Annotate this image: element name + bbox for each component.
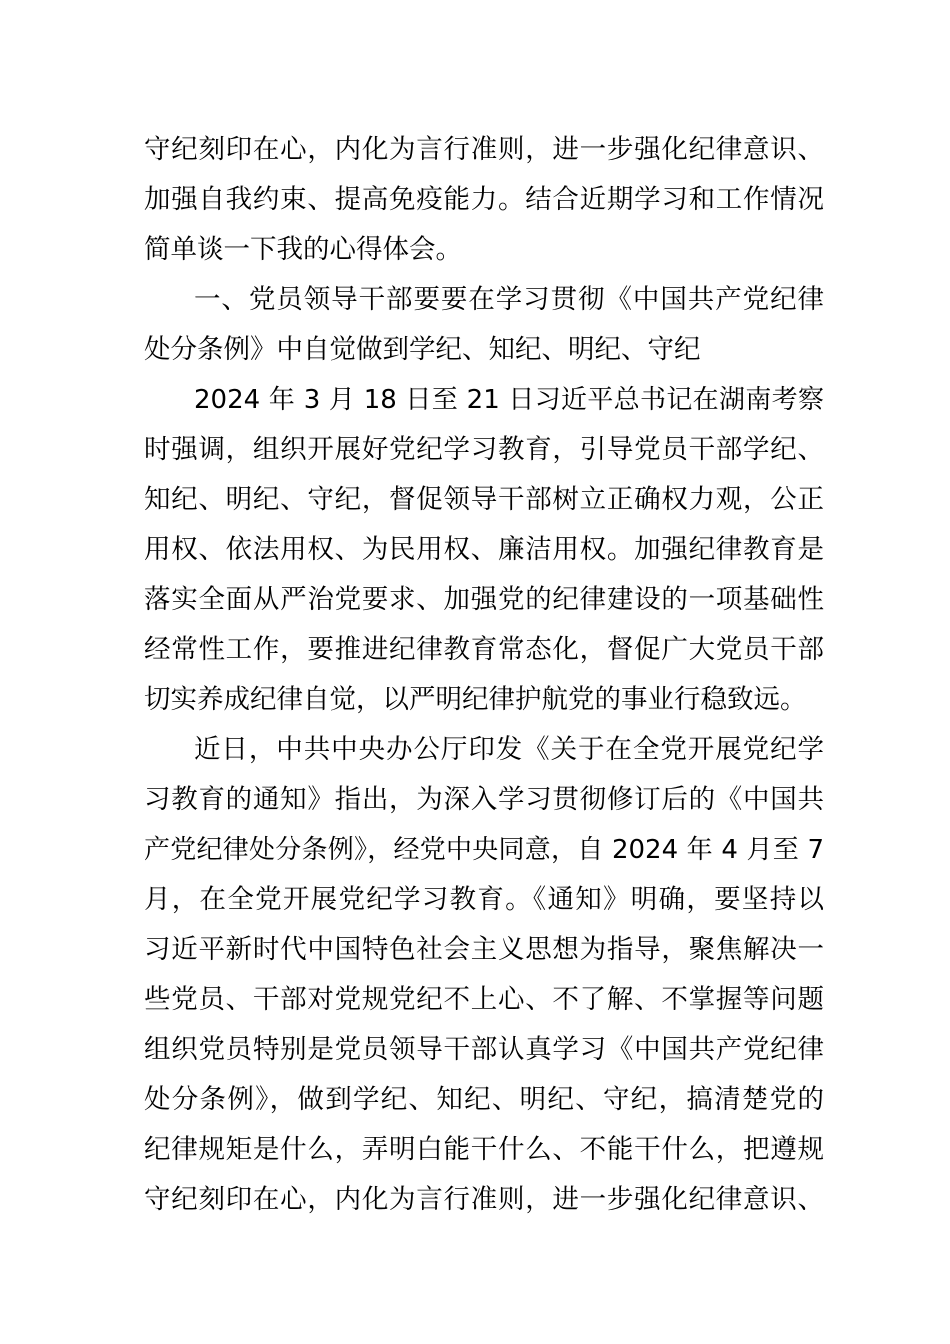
text-line: 用权、依法用权、为民用权、廉洁用权。加强纪律教育是 [144, 534, 824, 565]
text-line: 简单谈一下我的心得体会。 [144, 234, 462, 265]
text-line: 些党员、干部对党规党纪不上心、不了解、不掌握等问题 [144, 984, 824, 1015]
text-line: 经常性工作，要推进纪律教育常态化，督促广大党员干部 [144, 634, 824, 665]
text-line: 纪律规矩是什么，弄明白能干什么、不能干什么，把遵规 [144, 1134, 824, 1165]
text-line: 时强调，组织开展好党纪学习教育，引导党员干部学纪、 [144, 434, 824, 465]
text-line: 处分条例》，做到学纪、知纪、明纪、守纪，搞清楚党的 [144, 1084, 824, 1115]
text-line: 守纪刻印在心，内化为言行准则，进一步强化纪律意识、 [144, 134, 824, 165]
text-line: 习近平新时代中国特色社会主义思想为指导，聚焦解决一 [144, 934, 824, 965]
text-line: 2024 年 3 月 18 日至 21 日习近平总书记在湖南考察 [194, 385, 824, 415]
text-line: 切实养成纪律自觉，以严明纪律护航党的事业行稳致远。 [144, 684, 807, 715]
section-heading-line: 处分条例》中自觉做到学纪、知纪、明纪、守纪 [144, 334, 701, 365]
text-line: 守纪刻印在心，内化为言行准则，进一步强化纪律意识、 [144, 1184, 824, 1215]
section-heading-line: 一、党员领导干部要要在学习贯彻《中国共产党纪律 [194, 284, 824, 315]
text-line: 组织党员特别是党员领导干部认真学习《中国共产党纪律 [144, 1034, 824, 1065]
text-line: 习教育的通知》指出，为深入学习贯彻修订后的《中国共 [144, 784, 824, 815]
text-line: 加强自我约束、提高免疫能力。结合近期学习和工作情况 [144, 184, 824, 215]
text-line: 知纪、明纪、守纪，督促领导干部树立正确权力观，公正 [144, 484, 824, 515]
text-line: 月，在全党开展党纪学习教育。《通知》明确，要坚持以 [144, 884, 824, 915]
text-line: 落实全面从严治党要求、加强党的纪律建设的一项基础性 [144, 584, 824, 615]
text-line: 产党纪律处分条例》，经党中央同意，自 2024 年 4 月至 7 [144, 835, 824, 865]
text-line: 近日，中共中央办公厅印发《关于在全党开展党纪学 [194, 734, 824, 765]
